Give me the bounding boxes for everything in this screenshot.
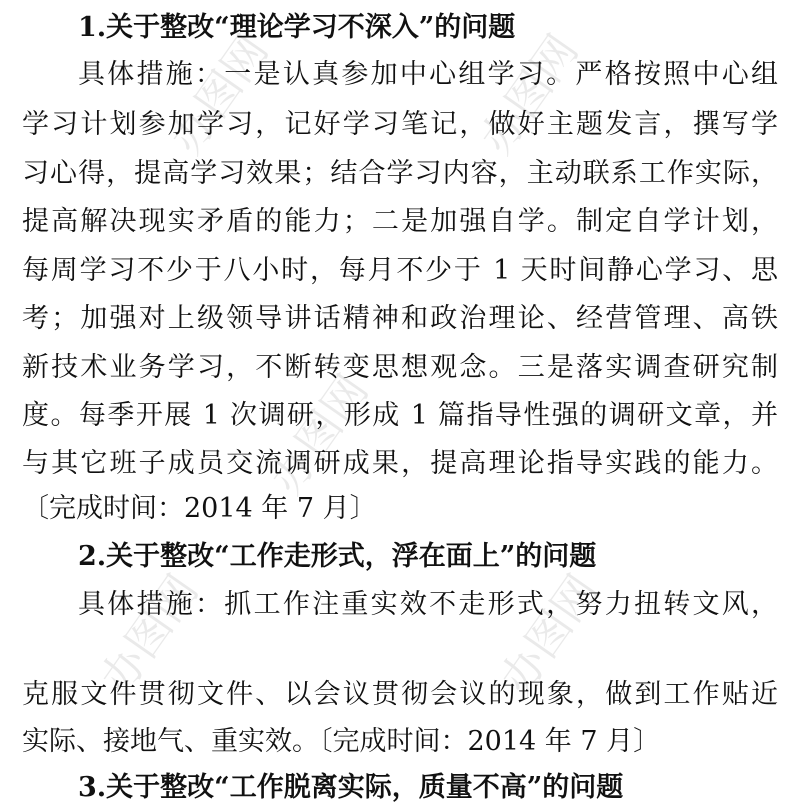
paragraph-line: 实际、接地气、重实效。〔完成时间：2014 年 7 月〕 <box>22 726 661 757</box>
watermark: 办图网 <box>490 565 609 704</box>
paragraph-line: 具体措施：一是认真参加中心组学习。严格按照中心组 <box>78 59 778 90</box>
paragraph-line: 考；加强对上级领导讲话精神和政治理论、经营管理、高铁 <box>22 303 778 334</box>
watermark: 办图网 <box>470 25 589 164</box>
completion-time: 〔完成时间：2014 年 7 月〕 <box>22 493 377 524</box>
paragraph-line: 克服文件贯彻文件、以会议贯彻会议的现象，做到工作贴近 <box>22 679 778 710</box>
watermark: 办图网 <box>160 25 279 164</box>
paragraph-line: 每周学习不少于八小时，每月不少于 1 天时间静心学习、思 <box>22 255 778 286</box>
paragraph-line: 学习计划参加学习，记好学习笔记，做好主题发言，撰写学 <box>22 109 778 140</box>
section-heading-3: 3.关于整改“工作脱离实际，质量不高”的问题 <box>78 772 624 803</box>
paragraph-line: 与其它班子成员交流调研成果，提高理论指导实践的能力。 <box>22 448 778 479</box>
section-heading-2: 2.关于整改“工作走形式，浮在面上”的问题 <box>78 541 597 572</box>
watermark: 办图网 <box>260 365 379 504</box>
paragraph-line: 习心得，提高学习效果；结合学习内容，主动联系工作实际， <box>22 158 778 189</box>
watermark: 办图网 <box>90 565 209 704</box>
section-heading-1: 1.关于整改“理论学习不深入”的问题 <box>78 12 516 43</box>
paragraph-line: 度。每季开展 1 次调研，形成 1 篇指导性强的调研文章，并 <box>22 400 778 431</box>
paragraph-line: 提高解决现实矛盾的能力；二是加强自学。制定自学计划， <box>22 206 778 237</box>
paragraph-line: 新技术业务学习，不断转变思想观念。三是落实调查研究制 <box>22 352 778 383</box>
paragraph-line: 具体措施：抓工作注重实效不走形式，努力扭转文风， <box>78 589 778 620</box>
